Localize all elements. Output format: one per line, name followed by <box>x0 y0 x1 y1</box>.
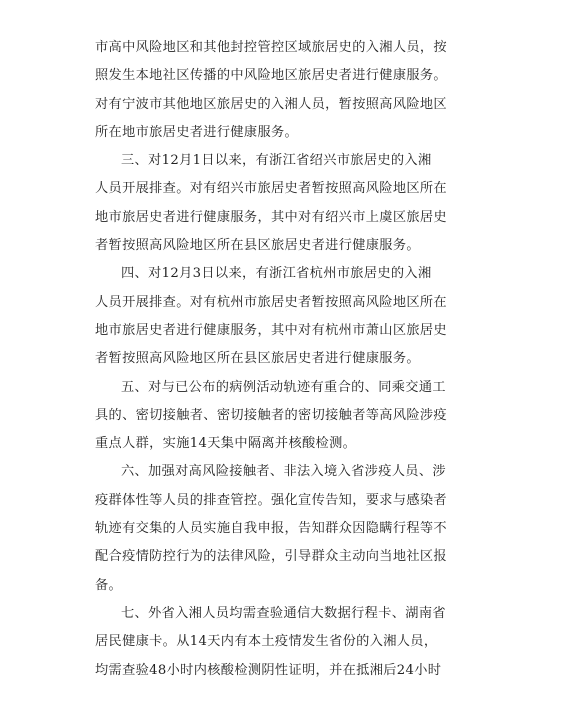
text-line: 均需查验48小时内核酸检测阴性证明，并在抵湘后24小时 <box>95 662 442 678</box>
paragraph-4-first-line: 四、对12月3日以来，有浙江省杭州市旅居史的入湘 <box>121 266 432 282</box>
text-line: 具的、密切接触者、密切接触者的密切接触者等高风险涉疫 <box>95 407 447 423</box>
document-body <box>95 34 488 685</box>
text-line: 配合疫情防控行为的法律风险，引导群众主动向当地社区报 <box>95 549 447 565</box>
text-line: 人员开展排查。对有绍兴市旅居史者暂按照高风险地区所在 <box>95 181 447 197</box>
text-line: 照发生本地社区传播的中风险地区旅居史者进行健康服务。 <box>95 68 447 84</box>
text-line: 地市旅居史者进行健康服务，其中对有杭州市萧山区旅居史 <box>95 322 447 338</box>
text-line: 对有宁波市其他地区旅居史的入湘人员，暂按照高风险地区 <box>95 96 447 112</box>
text-line: 所在地市旅居史者进行健康服务。 <box>95 124 299 140</box>
paragraph-3-first-line: 三、对12月1日以来，有浙江省绍兴市旅居史的入湘 <box>121 153 432 169</box>
text-line: 重点人群，实施14天集中隔离并核酸检测。 <box>95 436 357 452</box>
text-line: 轨迹有交集的人员实施自我申报，告知群众因隐瞒行程等不 <box>95 521 447 537</box>
text-line: 备。 <box>95 577 123 593</box>
text-line: 疫群体性等人员的排查管控。强化宣传告知，要求与感染者 <box>95 492 447 508</box>
paragraph-7-first-line: 七、外省入湘人员均需查验通信大数据行程卡、湖南省 <box>121 605 446 621</box>
text-line: 市高中风险地区和其他封控管控区域旅居史的入湘人员，按 <box>95 40 447 55</box>
text-line: 人员开展排查。对有杭州市旅居史者暂按照高风险地区所在 <box>95 294 447 310</box>
paragraph-5-first-line: 五、对与已公布的病例活动轨迹有重合的、同乘交通工 <box>121 379 446 395</box>
text-line: 者暂按照高风险地区所在县区旅居史者进行健康服务。 <box>95 238 420 254</box>
text-line: 地市旅居史者进行健康服务，其中对有绍兴市上虞区旅居史 <box>95 209 447 225</box>
text-line: 居民健康卡。从14天内有本土疫情发生省份的入湘人员， <box>95 634 438 650</box>
paragraph-6-first-line: 六、加强对高风险接触者、非法入境入省涉疫人员、涉 <box>121 464 446 480</box>
text-line: 者暂按照高风险地区所在县区旅居史者进行健康服务。 <box>95 351 420 367</box>
